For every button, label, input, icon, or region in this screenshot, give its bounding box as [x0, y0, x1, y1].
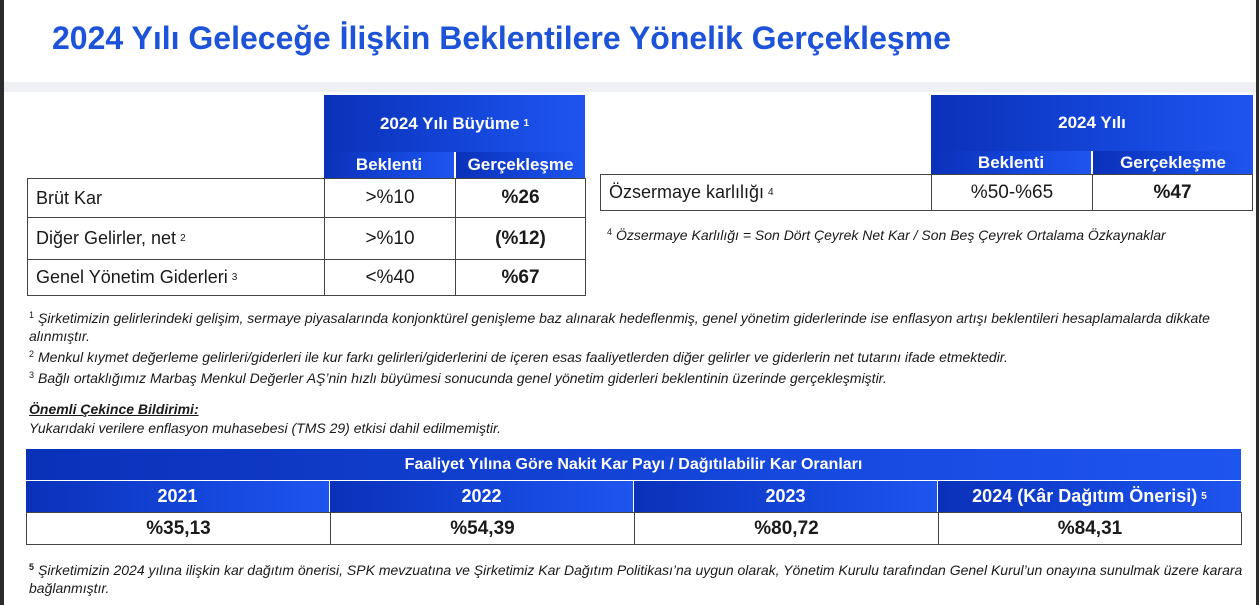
growth-row-label — [27, 259, 325, 296]
footnote-text: Menkul kıymet değerleme gelirleri/giderleri ile kur farkı gelirleri/giderlerini de içeren esas faaliyetlerden diğer gelirler ve giderlerin net tutarını ifade etmektedir. — [38, 349, 1008, 365]
footnote — [29, 366, 1229, 387]
page-title: 2024 Yılı Geleceğe İlişkin Beklentilere Yönelik Gerçekleşme — [52, 20, 951, 56]
dividend-value: %54,39 — [330, 512, 635, 545]
growth-row-expected: <%40 — [324, 259, 456, 296]
footnote-4-text: Özsermaye Karlılığı = Son Dört Çeyrek Net Kar / Son Beş Çeyrek Ortalama Özkaynaklar — [616, 227, 1166, 243]
dividend-value: %84,31 — [938, 512, 1242, 545]
equity-col-expected: Beklenti — [931, 151, 1091, 175]
footnote — [29, 345, 1229, 366]
dividend-value: %80,72 — [634, 512, 939, 545]
equity-table-header: 2024 Yılı — [931, 95, 1253, 151]
footnote-text: Bağlı ortaklığımız Marbaş Menkul Değerler AŞ’nin hızlı büyümesi sonucunda genel yönetim giderleri beklentinin üzerinde gerçekleşmiştir. — [38, 370, 887, 386]
growth-col-actual: Gerçekleşme — [456, 152, 585, 178]
dividend-year-header: 2021 — [26, 481, 329, 512]
growth-row-expected: >%10 — [324, 178, 456, 218]
growth-row-actual: %67 — [455, 259, 586, 296]
equity-row-label-text: Özsermaye karlılığı — [609, 182, 765, 202]
footnote-5 — [29, 558, 1244, 597]
growth-row-actual: (%12) — [455, 217, 586, 260]
dividend-year-header-text: 2024 (Kâr Dağıtım Önerisi) — [972, 486, 1198, 506]
growth-row-actual: %26 — [455, 178, 586, 218]
equity-row-actual: %47 — [1092, 174, 1253, 211]
equity-col-actual: Gerçekleşme — [1093, 151, 1253, 175]
footnote-5-sup: 5 — [29, 562, 35, 572]
equity-row-sup: 4 — [768, 187, 774, 198]
growth-table-header-text: 2024 Yılı Büyüme — [379, 113, 520, 133]
growth-row-label-text: Genel Yönetim Giderleri — [36, 267, 228, 287]
header-band — [4, 82, 1256, 92]
footnotes — [29, 306, 1229, 387]
growth-row-label-text: Diğer Gelirler, net — [36, 228, 177, 248]
dividend-year-sup: 5 — [1201, 491, 1207, 502]
growth-row-label — [27, 178, 325, 218]
disclaimer-title: Önemli Çekince Bildirimi: — [29, 401, 199, 417]
growth-row-sup: 3 — [231, 272, 238, 283]
footnote-sup: 3 — [29, 370, 35, 380]
footnote — [29, 306, 1229, 345]
footnote-sup: 1 — [29, 310, 35, 320]
dividend-year-header: 2023 — [634, 481, 937, 512]
footnote-4 — [607, 227, 1166, 243]
dividend-value: %35,13 — [26, 512, 331, 545]
growth-row-expected: >%10 — [324, 217, 456, 260]
dividend-year-header: 2022 — [330, 481, 633, 512]
growth-col-expected: Beklenti — [324, 152, 454, 178]
dividend-table-title: Faaliyet Yılına Göre Nakit Kar Payı / Dağıtılabilir Kar Oranları — [26, 449, 1241, 480]
footnote-4-sup: 4 — [607, 227, 613, 237]
footnote-5-text: Şirketimizin 2024 yılına ilişkin kar dağıtım önerisi, SPK mevzuatına ve Şirketimiz Kar Dağıtım Politikası’na uygun olarak, Yönetim Kurulu tarafından Genel Kurul’un onayına sunulmak üzere karara bağlanmıştır. — [29, 562, 1243, 596]
footnote-text: Şirketimizin gelirlerindeki gelişim, sermaye piyasalarında konjonktürel genişleme baz alınarak hedeflenmiş, genel yönetim giderlerinde ise enflasyon artışı beklentileri hesaplamalarda dikkate alınmıştır. — [29, 310, 1210, 344]
growth-row-sup: 2 — [180, 233, 186, 244]
footnote-sup: 2 — [29, 349, 35, 359]
growth-table-header — [324, 95, 585, 152]
disclaimer-text: Yukarıdaki verilere enflasyon muhasebesi (TMS 29) etkisi dahil edilmemiştir. — [29, 420, 502, 436]
equity-row-label — [600, 174, 932, 211]
growth-row-label-text: Brüt Kar — [36, 187, 103, 208]
dividend-year-header — [938, 481, 1241, 512]
equity-row-expected: %50-%65 — [931, 174, 1093, 211]
growth-row-label — [27, 217, 325, 260]
growth-table-header-sup: 1 — [523, 118, 530, 129]
